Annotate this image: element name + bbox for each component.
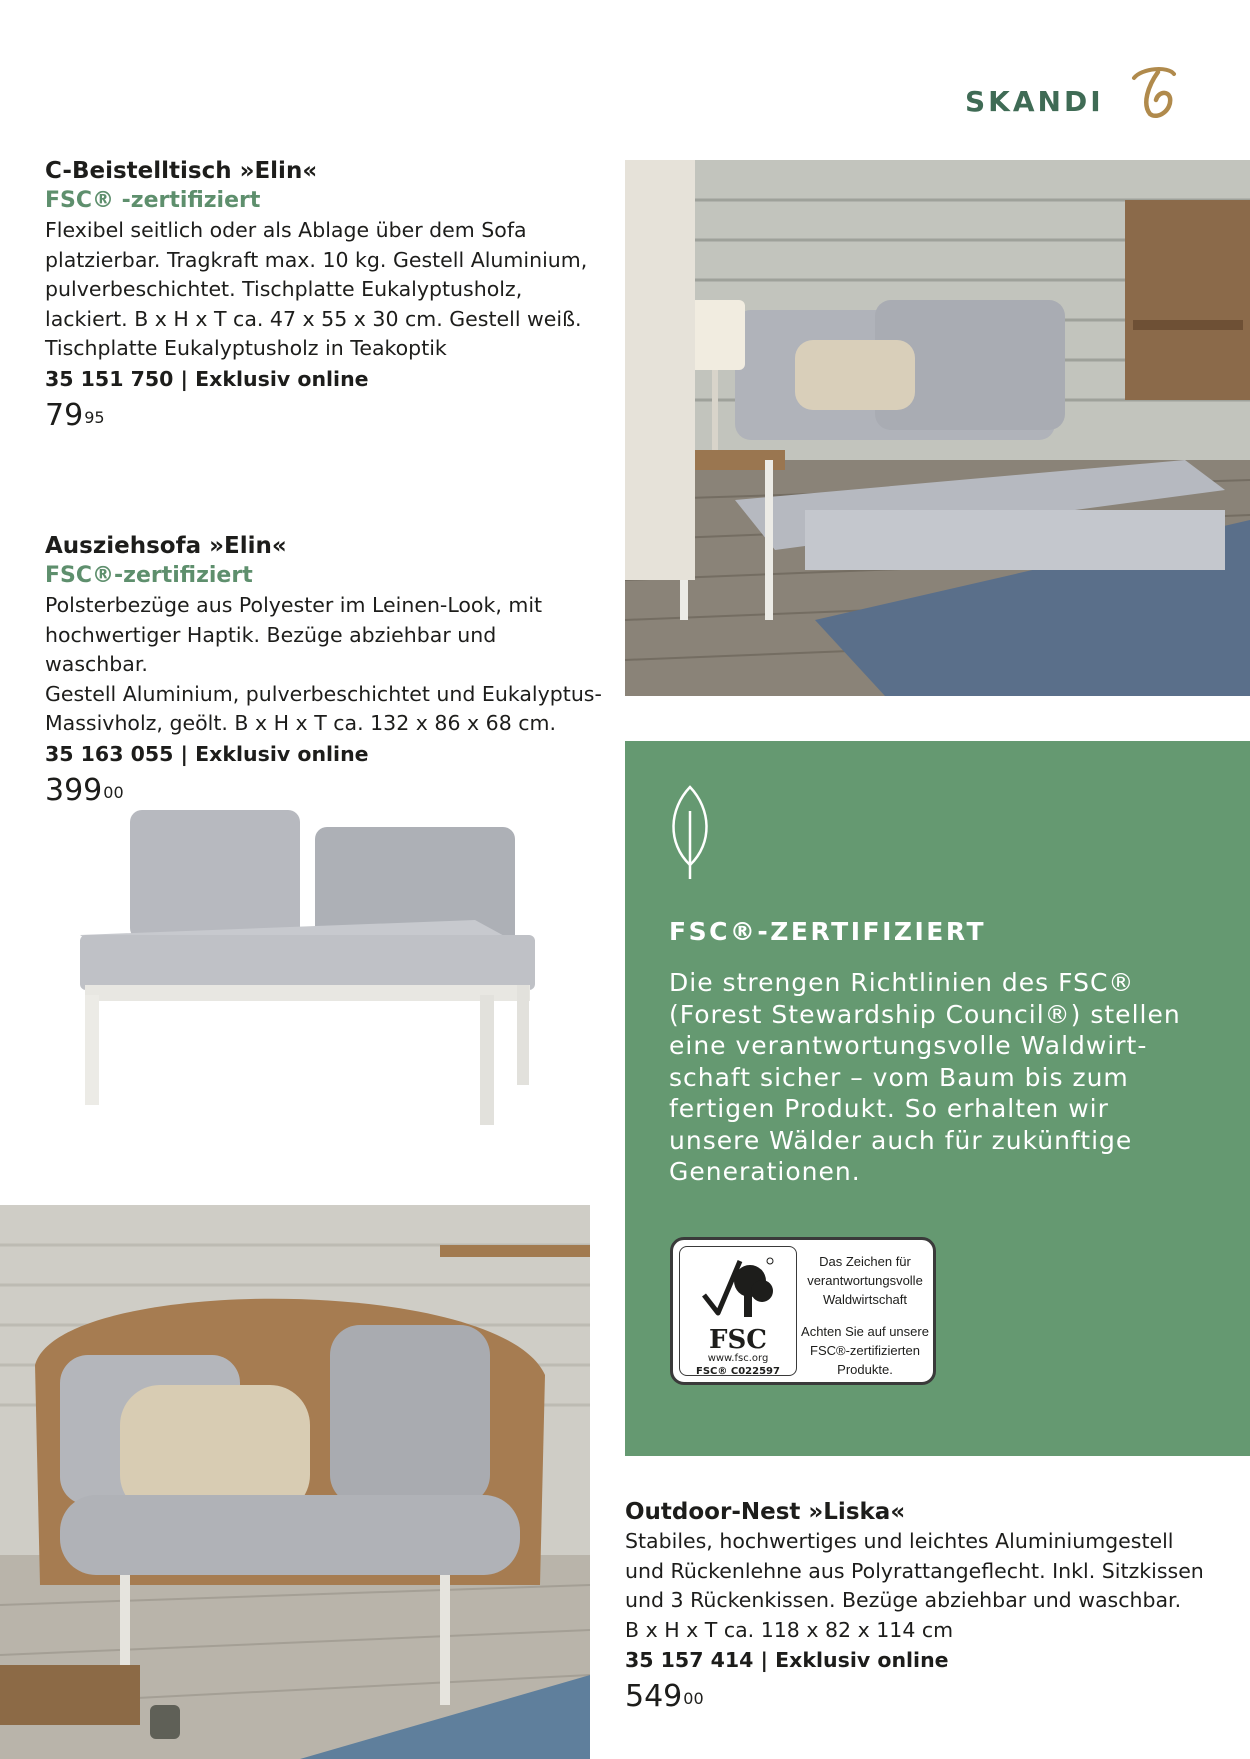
product-side-table [45,156,605,434]
price-main: 79 [45,397,84,433]
fsc-logo-box [670,1237,936,1385]
text-line: (Forest Stewardship Council®) stellen [669,999,1181,1029]
article-number: 35 157 414 | Exklusiv online [625,1648,949,1672]
text-line: unsere Wälder auch für zukünftige [669,1125,1133,1155]
article-number: 35 151 750 | Exklusiv online [45,366,369,391]
fsc-label-top [797,1252,933,1309]
description-line: und Rückenlehne aus Polyrattangeflecht. Inkl. Sitzkissen [625,1558,1204,1583]
label-line: FSC®-zertifizierten [810,1343,920,1358]
price-cents: 00 [103,782,124,802]
fsc-logo [679,1246,797,1376]
fsc-label-bottom [797,1322,933,1379]
price [45,398,605,434]
text-line: eine verantwortungsvolle Waldwirt- [669,1031,1148,1060]
description-line: hochwertiger Haptik. Bezüge abziehbar und waschbar. [45,622,497,676]
description-line: Polsterbezüge aus Polyester im Leinen-Look, mit [45,593,543,617]
leaf-icon [665,785,715,883]
label-line: Produkte. [837,1362,893,1377]
text-line: schaft sicher – vom Baum bis zum [669,1062,1129,1092]
label-line: Achten Sie auf unsere [801,1324,929,1339]
description-line: platzierbar. Tragkraft max. 10 kg. Gestell Aluminium, [45,247,588,272]
description-line: Stabiles, hochwertiges und leichtes Aluminiumgestell [625,1529,1174,1553]
product-title: C-Beistelltisch »Elin« [45,158,318,184]
description-line: Gestell Aluminium, pulverbeschichtet und Eukalyptus- [45,681,602,706]
text-line: Generationen. [669,1157,861,1186]
label-line: Das Zeichen für [819,1254,911,1269]
article-number: 35 163 055 | Exklusiv online [45,741,369,766]
description-line: Massivholz, geölt. B x H x T ca. 132 x 86 x 68 cm. [45,711,557,735]
description-line: pulverbeschichtet. Tischplatte Eukalyptusholz, [45,277,523,301]
fsc-url: www.fsc.org [707,1353,769,1364]
label-line: Waldwirtschaft [822,1292,908,1307]
price-cents: 95 [84,407,105,427]
description-line: Flexibel seitlich oder als Ablage über dem Sofa [45,218,527,242]
outdoor-nest-photo [0,1205,590,1759]
price-main: 549 [625,1679,683,1714]
description-line: lackiert. B x H x T ca. 47 x 55 x 30 cm. Gestell weiß. [45,306,582,331]
fsc-panel-title: FSC®-ZERTIFIZIERT [669,917,987,946]
product-title: Outdoor-Nest »Liska« [625,1499,906,1525]
text-line: fertigen Produkt. So erhalten wir [669,1094,1109,1123]
price-main: 399 [45,772,103,808]
product-sofa [45,531,605,809]
description-line: B x H x T ca. 118 x 82 x 114 cm [625,1617,954,1642]
price [45,773,605,809]
fsc-panel-text [669,967,1229,1188]
fsc-certified-label: FSC®-zertifiziert [45,563,253,588]
label-line: verantwortungsvolle [807,1273,923,1288]
sofa-product-photo [75,805,540,1135]
checkmark-tree-icon [700,1255,776,1329]
price [625,1679,1245,1715]
price-cents: 00 [683,1689,704,1708]
terrace-sofa-photo [625,160,1250,696]
product-outdoor-nest [625,1497,1245,1715]
fsc-certified-label: FSC® -zertifiziert [45,188,261,213]
brand-logo-icon [1128,64,1180,124]
brand-title: SKANDI [965,85,1104,118]
description-line: Tischplatte Eukalyptusholz in Teakoptik [45,336,447,360]
fsc-logo-text: FSC [709,1325,767,1355]
fsc-info-panel [625,741,1250,1456]
description-line: und 3 Rückenkissen. Bezüge abziehbar und waschbar. [625,1588,1182,1612]
text-line: Die strengen Richtlinien des FSC® [669,968,1135,997]
product-title: Ausziehsofa »Elin« [45,533,287,559]
fsc-code: FSC® C022597 [696,1366,780,1377]
